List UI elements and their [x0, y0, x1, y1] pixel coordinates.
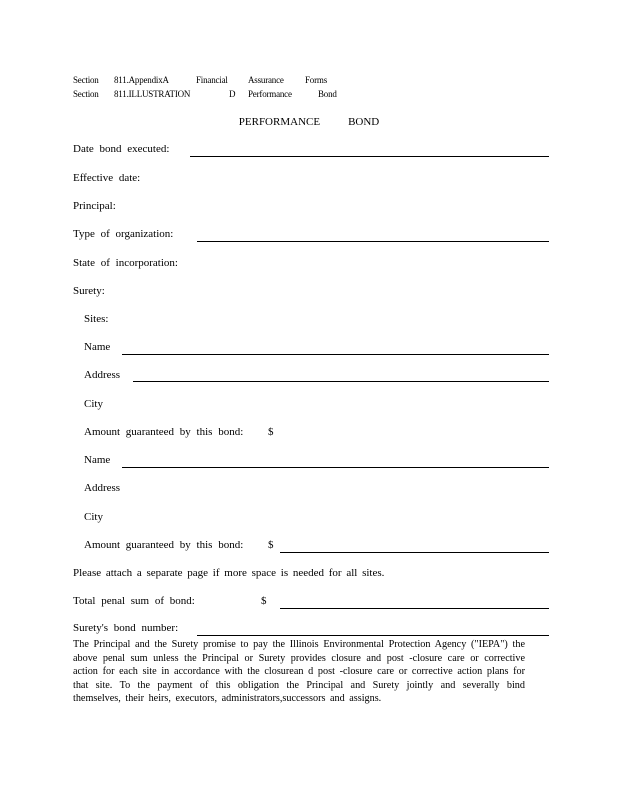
attach-note: Please attach a separate page if more space is needed for all sites.: [73, 567, 385, 579]
bond-number-line[interactable]: [197, 635, 549, 636]
bond-number-label: Surety's bond number:: [73, 622, 179, 634]
bond-obligation-paragraph: The Principal and the Surety promise to pay the Illinois Environmental Protection Agency ("IEPA") the above penal sum unless the Principal or Surety provides closure and post -closure care or corrective action for each site in accordance with the closurean d post -closure care or corrective action plans for that site. To the payment of this obligation the Principal and Surety jointly and severally bind themselves, their heirs, executors, administrators,successors and assigns.: [73, 639, 525, 704]
document-title: [0, 116, 618, 128]
site1-address-label: Address: [84, 369, 121, 381]
site1-city-label: City: [84, 398, 103, 410]
principal-label: Principal:: [73, 200, 116, 212]
header-assurance: Assurance: [248, 75, 284, 85]
sites-label: Sites:: [84, 313, 109, 325]
header-financial: Financial: [196, 75, 228, 85]
site1-address-line[interactable]: [133, 381, 549, 382]
header-section-label-2: Section: [73, 89, 99, 99]
header-illustration-ref: 811.ILLUSTRATION: [114, 89, 191, 99]
title-bond: BOND: [348, 116, 380, 128]
site2-name-label: Name: [84, 454, 111, 466]
total-penal-line[interactable]: [280, 608, 549, 609]
header-forms: Forms: [305, 75, 328, 85]
site2-city-label: City: [84, 511, 103, 523]
header-appendix-ref: 811.AppendixA: [114, 75, 169, 85]
site2-address-label: Address: [84, 482, 121, 494]
surety-label: Surety:: [73, 285, 105, 297]
site2-name-line[interactable]: [122, 467, 549, 468]
site1-amount-label: Amount guaranteed by this bond:: [84, 426, 244, 438]
type-organization-label: Type of organization:: [73, 228, 174, 240]
site1-name-label: Name: [84, 341, 111, 353]
state-incorporation-label: State of incorporation:: [73, 257, 178, 269]
date-executed-line[interactable]: [190, 156, 549, 157]
header-bond: Bond: [318, 89, 337, 99]
header-section-label: Section: [73, 75, 99, 85]
site1-name-line[interactable]: [122, 354, 549, 355]
header-performance: Performance: [248, 89, 292, 99]
effective-date-label: Effective date:: [73, 172, 141, 184]
header-illustration-letter: D: [229, 89, 236, 99]
site2-dollar-sign: $: [268, 539, 274, 551]
title-performance: PERFORMANCE: [238, 116, 321, 128]
type-organization-line[interactable]: [197, 241, 549, 242]
total-penal-label: Total penal sum of bond:: [73, 595, 195, 607]
site1-dollar-sign: $: [268, 426, 274, 438]
date-executed-label: Date bond executed:: [73, 143, 170, 155]
site2-amount-label: Amount guaranteed by this bond:: [84, 539, 244, 551]
site2-amount-line[interactable]: [280, 552, 549, 553]
total-penal-dollar-sign: $: [261, 595, 267, 607]
